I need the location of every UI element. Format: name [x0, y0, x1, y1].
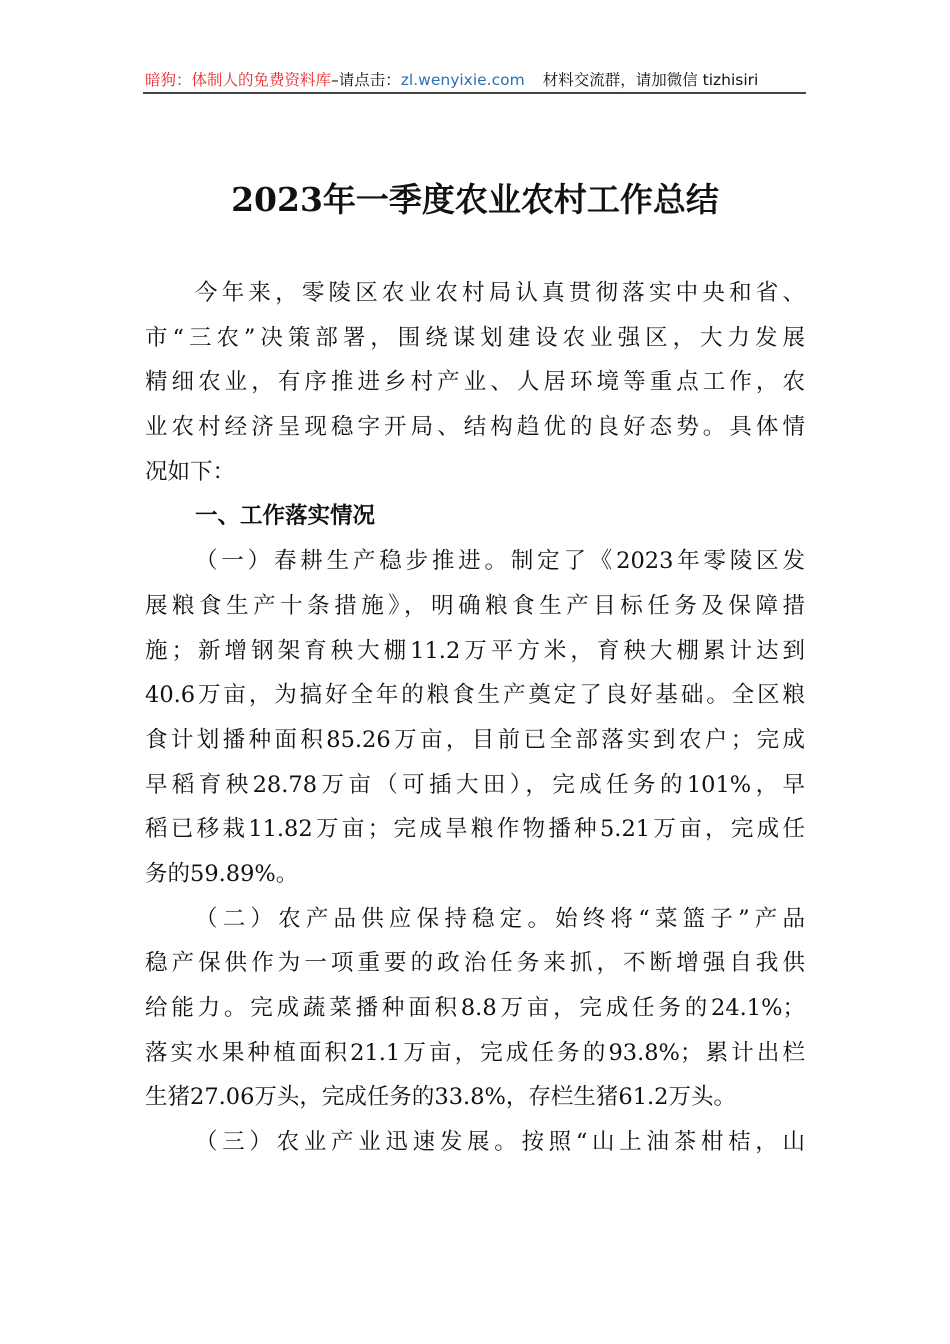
paragraph-line: 40.6万亩，为搞好全年的粮食生产奠定了良好基础。全区粮	[145, 682, 805, 709]
paragraph	[145, 271, 805, 494]
paragraph-line: 今年来，零陵区农业农村局认真贯彻落实中央和省、	[195, 280, 805, 306]
paragraph-line: （一）春耕生产稳步推进。制定了《2023年零陵区发	[195, 548, 805, 575]
watermark-header	[145, 68, 805, 92]
paragraph-line: 落实水果种植面积21.1万亩，完成任务的93.8%；累计出栏	[145, 1039, 805, 1066]
paragraph-line: 食计划播种面积85.26万亩，目前已全部落实到农户；完成	[145, 726, 805, 753]
paragraph-line: 施；新增钢架育秧大棚11.2万平方米，育秧大棚累计达到	[145, 637, 805, 664]
paragraph-line: 市“三农”决策部署，围绕谋划建设农业强区，大力发展	[145, 324, 805, 351]
paragraph-line: （二）农产品供应保持稳定。始终将“菜篮子”产品	[195, 905, 805, 932]
paragraph	[145, 539, 805, 897]
paragraph-line: 业农村经济呈现稳字开局、结构趋优的良好态势。具体情	[145, 414, 805, 441]
paragraph-line: 况如下：	[145, 458, 236, 485]
paragraph	[145, 1120, 805, 1165]
header-brand: 暗狗：体制人的免费资料库	[145, 71, 332, 89]
document-body	[145, 271, 805, 1165]
document-title: 2023年一季度农业农村工作总结	[231, 180, 719, 219]
header-prompt: –请点击：	[331, 71, 401, 89]
header-url-link[interactable]: zl.wenyixie.com	[400, 71, 525, 89]
header-contact: 材料交流群，请加微信 tizhisiri	[542, 71, 759, 89]
paragraph-line: 稻已移栽11.82万亩；完成旱粮作物播种5.21万亩，完成任	[145, 816, 805, 843]
paragraph-line: 精细农业，有序推进乡村产业、人居环境等重点工作，农	[145, 369, 805, 396]
section-heading: 一、工作落实情况	[195, 503, 376, 530]
paragraph-line: 生猪27.06万头，完成任务的33.8%，存栏生猪61.2万头。	[145, 1084, 736, 1111]
header-divider	[143, 92, 806, 94]
paragraph-line: 务的59.89%。	[145, 860, 299, 887]
paragraph	[145, 897, 805, 1120]
paragraph-line: 展粮食生产十条措施》，明确粮食生产目标任务及保障措	[145, 592, 805, 619]
paragraph-line: 早稻育秧28.78万亩（可插大田），完成任务的101%，早	[145, 771, 805, 798]
paragraph-line: （三）农业产业迅速发展。按照“山上油茶柑桔，山	[195, 1129, 805, 1156]
paragraph-line: 稳产保供作为一项重要的政治任务来抓，不断增强自我供	[145, 950, 805, 977]
paragraph-line: 给能力。完成蔬菜播种面积8.8万亩，完成任务的24.1%；	[145, 995, 805, 1021]
